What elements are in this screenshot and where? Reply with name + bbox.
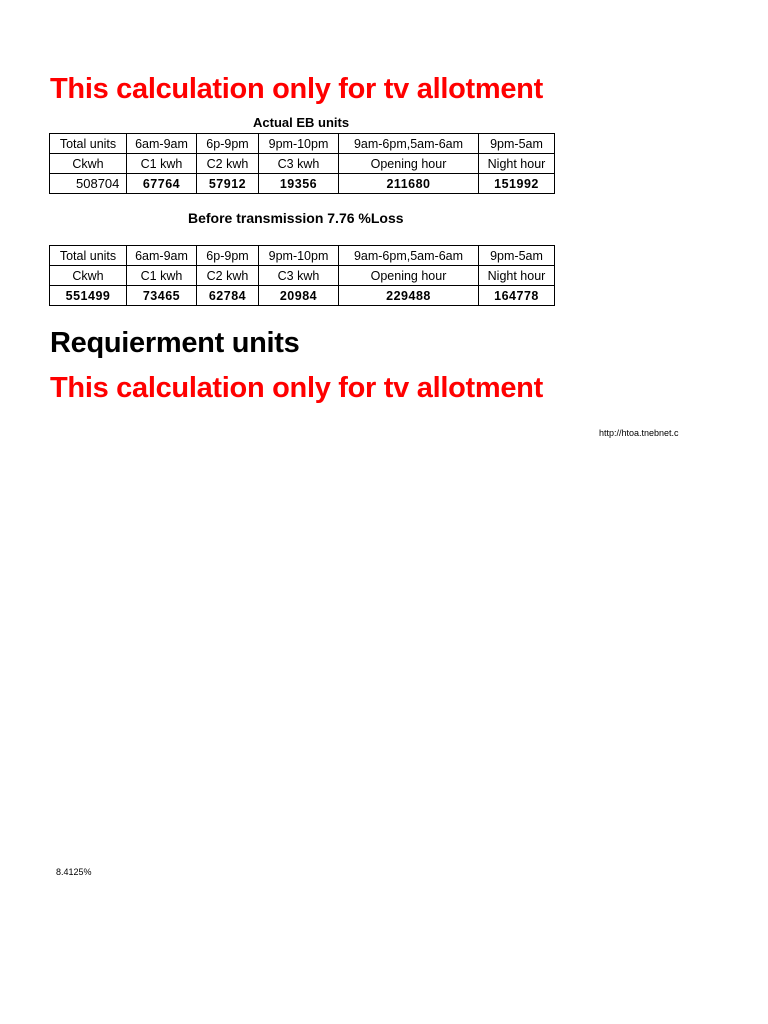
- table-cell: 67764: [127, 174, 197, 194]
- table-cell: 508704: [50, 174, 127, 194]
- table2-caption: Before transmission 7.76 %Loss: [188, 210, 404, 226]
- table-cell: 6am-9am: [127, 134, 197, 154]
- table1-caption: Actual EB units: [253, 115, 350, 130]
- table-cell: C2 kwh: [197, 154, 259, 174]
- requirement-heading: Requierment units: [50, 327, 300, 359]
- table-row: [50, 174, 555, 194]
- table-cell: 9am-6pm,5am-6am: [339, 134, 479, 154]
- table-cell: C2 kwh: [197, 266, 259, 286]
- table-cell: 57912: [197, 174, 259, 194]
- table-cell: 20984: [259, 286, 339, 306]
- table-cell: 9pm-5am: [479, 134, 555, 154]
- table-cell: 19356: [259, 174, 339, 194]
- table-row: [50, 286, 555, 306]
- page-heading-top: This calculation only for tv allotment: [50, 73, 543, 105]
- table-header-row: [50, 154, 555, 174]
- table-cell: Opening hour: [339, 154, 479, 174]
- actual-eb-units-table: [49, 133, 555, 194]
- link-text[interactable]: http://htoa.tnebnet.c: [599, 428, 679, 438]
- percent-value: 8.4125%: [56, 867, 92, 877]
- table-cell: 9pm-10pm: [259, 246, 339, 266]
- table-cell: Night hour: [479, 154, 555, 174]
- table-cell: 164778: [479, 286, 555, 306]
- table-cell: Total units: [50, 246, 127, 266]
- table-cell: 62784: [197, 286, 259, 306]
- table-header-row: [50, 134, 555, 154]
- table-cell: 151992: [479, 174, 555, 194]
- table-cell: 73465: [127, 286, 197, 306]
- table-cell: Ckwh: [50, 266, 127, 286]
- table-header-row: [50, 266, 555, 286]
- table-cell: 229488: [339, 286, 479, 306]
- table-cell: Total units: [50, 134, 127, 154]
- before-transmission-table: [49, 245, 555, 306]
- table-cell: C3 kwh: [259, 154, 339, 174]
- table-header-row: [50, 246, 555, 266]
- table-cell: 6p-9pm: [197, 246, 259, 266]
- table-cell: 211680: [339, 174, 479, 194]
- table-cell: 551499: [50, 286, 127, 306]
- table-cell: Night hour: [479, 266, 555, 286]
- table-cell: 9am-6pm,5am-6am: [339, 246, 479, 266]
- table-cell: C3 kwh: [259, 266, 339, 286]
- table-cell: 9pm-10pm: [259, 134, 339, 154]
- table-cell: Opening hour: [339, 266, 479, 286]
- table-cell: C1 kwh: [127, 266, 197, 286]
- table-cell: 9pm-5am: [479, 246, 555, 266]
- page-heading-bottom: This calculation only for tv allotment: [50, 372, 543, 404]
- table-cell: C1 kwh: [127, 154, 197, 174]
- table-cell: 6am-9am: [127, 246, 197, 266]
- table-cell: Ckwh: [50, 154, 127, 174]
- table-cell: 6p-9pm: [197, 134, 259, 154]
